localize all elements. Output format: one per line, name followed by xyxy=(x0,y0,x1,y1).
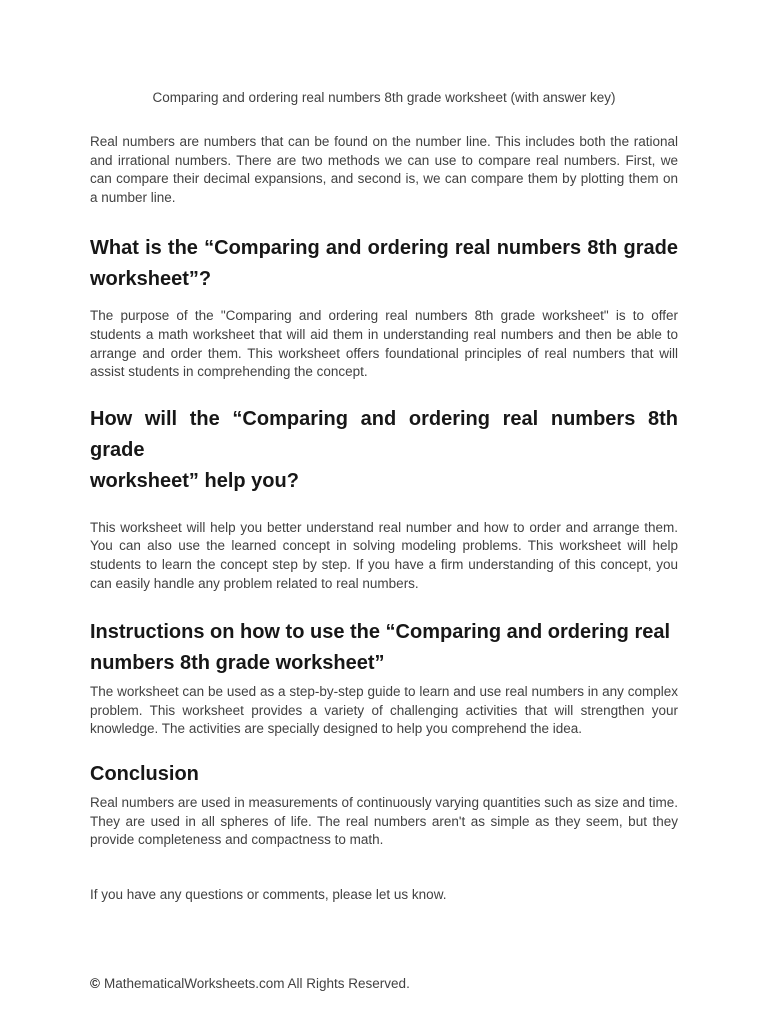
section-heading-how-will xyxy=(90,404,678,497)
intro-paragraph: Real numbers are numbers that can be found on the number line. This includes both the rational and irrational numbers. There are two methods we can use to compare real numbers. First, we can compare their decimal expansions, and second is, we can compare them by plotting them on a number line. xyxy=(90,134,678,205)
closing-note: If you have any questions or comments, please let us know. xyxy=(90,886,447,902)
section-heading-conclusion xyxy=(90,759,678,790)
section-paragraph-what-is: The purpose of the "Comparing and ordering real numbers 8th grade worksheet" is to offer students a math worksheet that will aid them in understanding real numbers and then be able to arrange and order them. This worksheet offers foundational principles of real numbers that will assist students in comprehending the concept. xyxy=(90,308,678,380)
copyright-symbol: © xyxy=(90,976,100,992)
copyright-footer xyxy=(90,974,678,993)
heading-line: numbers 8th grade worksheet” xyxy=(90,652,385,675)
heading-line: Instructions on how to use the “Comparing and ordering real xyxy=(90,621,671,644)
copyright-text: MathematicalWorksheets.com All Rights Reserved. xyxy=(103,976,410,992)
heading-line: Conclusion xyxy=(90,762,199,785)
heading-line: worksheet”? xyxy=(90,268,212,291)
heading-line: What is the “Comparing and ordering real numbers 8th grade xyxy=(90,237,678,260)
section-heading-instructions xyxy=(90,617,678,679)
heading-line: How will the “Comparing and ordering real numbers 8th grade xyxy=(90,407,678,461)
document-title: Comparing and ordering real numbers 8th grade worksheet (with answer key) xyxy=(152,90,616,105)
section-paragraph-instructions: The worksheet can be used as a step-by-step guide to learn and use real numbers in any complex problem. This worksheet provides a variety of challenging activities that will strengthen your knowledge. The activities are specially designed to help you comprehend the idea. xyxy=(90,684,678,737)
heading-line: worksheet” help you? xyxy=(90,469,299,492)
section-heading-what-is xyxy=(90,233,678,295)
section-paragraph-conclusion: Real numbers are used in measurements of continuously varying quantities such as size and time. They are used in all spheres of life. The real numbers aren't as simple as they seem, but they provide completeness and compactness to math. xyxy=(90,794,678,848)
section-paragraph-how-will: This worksheet will help you better understand real number and how to order and arrange them. You can also use the learned concept in solving modeling problems. This worksheet will help students to learn the concept step by step. If you have a firm understanding of this concept, you can easily handle any problem related to real numbers. xyxy=(90,519,678,591)
